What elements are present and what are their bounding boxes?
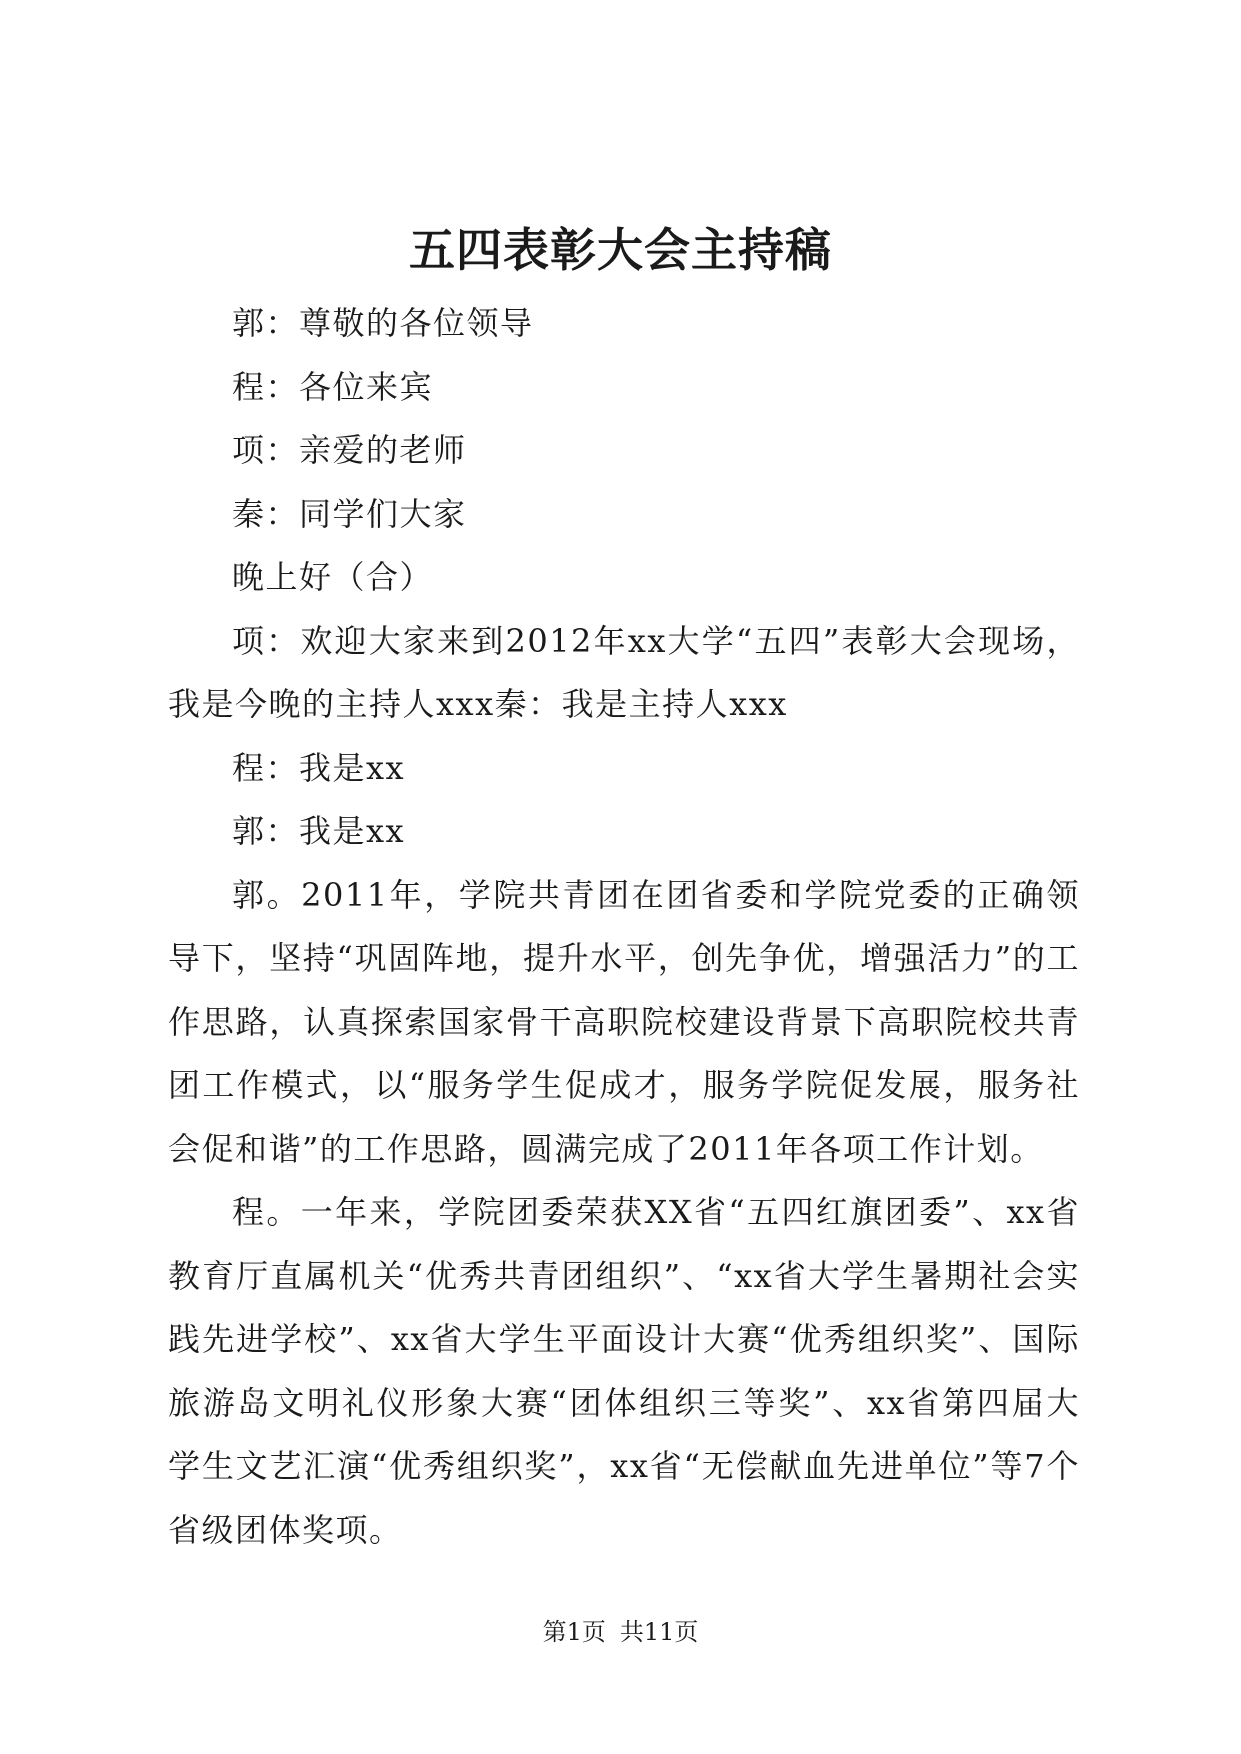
document-body [168, 292, 1080, 1562]
document-title: 五四表彰大会主持稿 [409, 223, 832, 277]
page-total: 共11页 [619, 1618, 699, 1646]
paragraph-6: 项：欢迎大家来到2012年xx大学“五四”表彰大会现场，我是今晚的主持人xxx秦：我是主持人xxx [168, 621, 1080, 723]
paragraph-10: 程。一年来，学院团委荣获XX省“五四红旗团委”、xx省教育厅直属机关“优秀共青团组织”、“xx省大学生暑期社会实践先进学校”、xx省大学生平面设计大赛“优秀组织奖”、国际旅游岛文明礼仪形象大赛“团体组织三等奖”、xx省第四届大学生文艺汇演“优秀组织奖”，xx省“无偿献血先进单位”等7个省级团体奖项。 [168, 1193, 1080, 1549]
page-number: 第1页 [542, 1618, 606, 1646]
paragraph-9: 郭。2011年，学院共青团在团省委和学院党委的正确领导下，坚持“巩固阵地，提升水平，创先争优，增强活力”的工作思路，认真探索国家骨干高职院校建设背景下高职院校共青团工作模式，以“服务学生促成才，服务学院促发展，服务社会促和谐”的工作思路，圆满完成了2011年各项工作计划。 [168, 875, 1080, 1168]
paragraph-2: 程：各位来宾 [232, 367, 434, 406]
paragraph-3: 项：亲爱的老师 [232, 431, 467, 469]
paragraph-5: 晚上好（合） [232, 558, 434, 596]
page-footer [0, 1617, 1241, 1647]
paragraph-4: 秦：同学们大家 [232, 494, 467, 533]
paragraph-1: 郭：尊敬的各位领导 [232, 304, 534, 342]
paragraph-7: 程：我是xx [232, 748, 406, 787]
paragraph-8: 郭：我是xx [232, 812, 406, 850]
